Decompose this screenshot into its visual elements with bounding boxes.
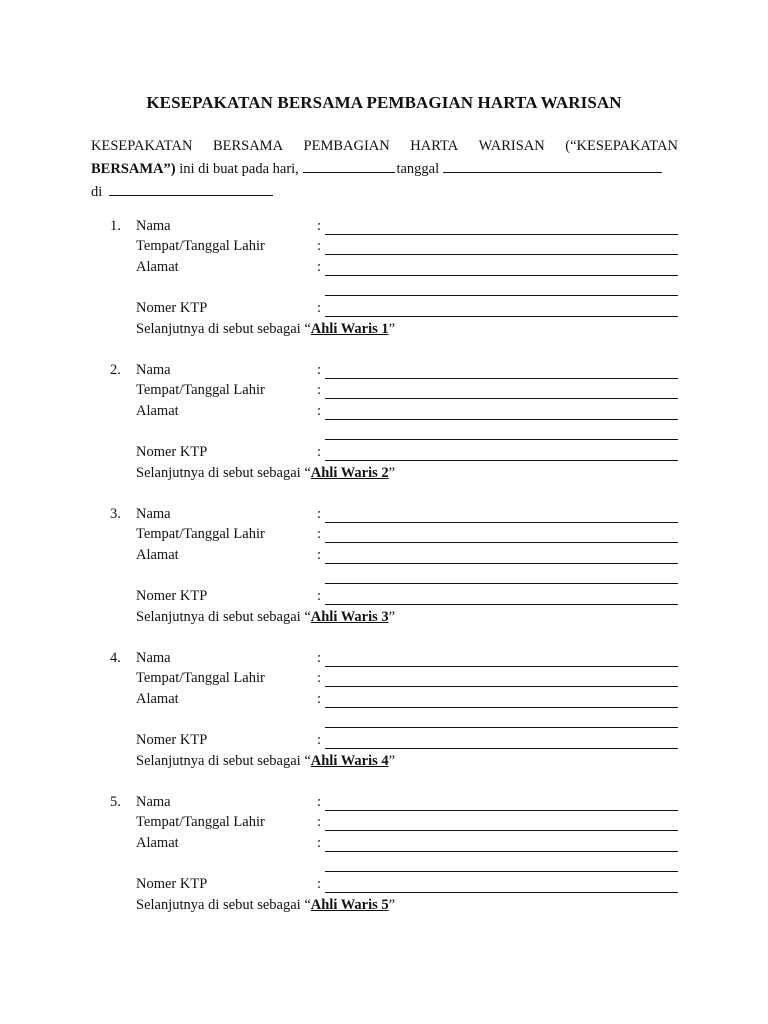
field-label: Nomer KTP [136,732,208,748]
selanjutnya-suffix: ” [388,897,396,913]
di-label: di [91,184,103,200]
field-label: Nama [136,650,171,666]
blank-line-field[interactable] [325,748,678,749]
selanjutnya-prefix: Selanjutnya di sebut sebagai “ [136,609,311,625]
field-colon: : [317,835,322,851]
entry-number: 1. [110,218,121,234]
field-label: Alamat [136,835,179,851]
selanjutnya-row [0,465,768,486]
field-row-alamat [0,835,768,856]
field-colon: : [317,506,322,522]
field-label: Nama [136,218,171,234]
field-label: Tempat/Tanggal Lahir [136,814,265,830]
intro-line-1 [91,136,678,157]
hari-blank-field[interactable] [303,157,395,173]
intro-word: KESEPAKATAN [91,138,193,154]
field-colon: : [317,814,322,830]
blank-line-field[interactable] [325,810,678,811]
field-colon: : [317,794,322,810]
field-label: Tempat/Tanggal Lahir [136,238,265,254]
field-colon: : [317,218,322,234]
field-row-ttl [0,382,768,403]
selanjutnya-suffix: ” [388,465,396,481]
selanjutnya-row [0,753,768,774]
blank-line-field[interactable] [325,295,678,296]
field-label: Alamat [136,403,179,419]
selanjutnya-suffix: ” [388,321,396,337]
selanjutnya-prefix: Selanjutnya di sebut sebagai “ [136,321,311,337]
selanjutnya-text [136,321,395,338]
intro-word: HARTA [410,138,459,154]
field-row-alamat-continued [0,711,768,732]
field-row-nama [0,506,768,527]
blank-line-field[interactable] [325,707,678,708]
field-row-ttl [0,238,768,259]
blank-line-field[interactable] [325,851,678,852]
selanjutnya-prefix: Selanjutnya di sebut sebagai “ [136,753,311,769]
field-colon: : [317,259,322,275]
field-label: Alamat [136,259,179,275]
field-colon: : [317,526,322,542]
field-colon: : [317,876,322,892]
field-row-alamat-continued [0,423,768,444]
field-colon: : [317,650,322,666]
field-label: Alamat [136,691,179,707]
field-row-alamat-continued [0,279,768,300]
field-row-nama [0,650,768,671]
field-label: Nama [136,794,171,810]
field-colon: : [317,691,322,707]
selanjutnya-prefix: Selanjutnya di sebut sebagai “ [136,897,311,913]
entry-number: 5. [110,794,121,810]
entry-number: 4. [110,650,121,666]
intro-word: PEMBAGIAN [303,138,390,154]
field-row-alamat-continued [0,567,768,588]
blank-line-field[interactable] [325,892,678,893]
field-row-alamat [0,691,768,712]
intro-bold-text: BERSAMA”) [91,161,176,177]
tanggal-blank-field[interactable] [443,157,662,173]
blank-line-field[interactable] [325,727,678,728]
field-row-ktp [0,732,768,753]
document-title: KESEPAKATAN BERSAMA PEMBAGIAN HARTA WARISAN [146,93,622,112]
field-label: Tempat/Tanggal Lahir [136,526,265,542]
field-colon: : [317,588,322,604]
field-row-alamat [0,259,768,280]
heir-designation: Ahli Waris 3 [310,609,389,625]
field-label: Tempat/Tanggal Lahir [136,382,265,398]
field-colon: : [317,382,322,398]
field-row-ttl [0,670,768,691]
selanjutnya-row [0,609,768,630]
blank-line-field[interactable] [325,686,678,687]
field-row-nama [0,218,768,239]
blank-line-field[interactable] [325,563,678,564]
blank-line-field[interactable] [325,583,678,584]
field-colon: : [317,547,322,563]
field-row-ttl [0,814,768,835]
blank-line-field[interactable] [325,275,678,276]
field-label: Nama [136,362,171,378]
intro-line-3 [91,180,678,203]
selanjutnya-suffix: ” [388,609,396,625]
selanjutnya-row [0,321,768,342]
field-label: Nomer KTP [136,876,208,892]
field-row-ktp [0,588,768,609]
selanjutnya-text [136,609,395,626]
entry-number: 3. [110,506,121,522]
selanjutnya-prefix: Selanjutnya di sebut sebagai “ [136,465,311,481]
intro-word: (“KESEPAKATAN [565,138,678,154]
field-colon: : [317,403,322,419]
field-label: Nama [136,506,171,522]
field-row-ttl [0,526,768,547]
heir-designation: Ahli Waris 2 [310,465,389,481]
field-row-ktp [0,876,768,897]
selanjutnya-text [136,465,395,482]
field-row-alamat-continued [0,855,768,876]
blank-line-field[interactable] [325,460,678,461]
field-label: Nomer KTP [136,300,208,316]
intro-line-2 [91,157,678,180]
blank-line-field[interactable] [325,542,678,543]
entry-number: 2. [110,362,121,378]
blank-line-field[interactable] [325,439,678,440]
field-colon: : [317,732,322,748]
blank-line-field[interactable] [325,234,678,235]
blank-line-field[interactable] [325,522,678,523]
field-row-ktp [0,444,768,465]
blank-line-field[interactable] [325,378,678,379]
blank-line-field[interactable] [325,398,678,399]
field-label: Alamat [136,547,179,563]
selanjutnya-text [136,753,395,770]
field-row-ktp [0,300,768,321]
blank-line-field[interactable] [325,316,678,317]
field-row-nama [0,794,768,815]
blank-line-field[interactable] [325,830,678,831]
blank-line-field[interactable] [325,666,678,667]
intro-text: ini di buat pada hari, [175,161,303,177]
di-blank-field[interactable] [109,180,273,196]
heir-designation: Ahli Waris 5 [310,897,389,913]
field-colon: : [317,362,322,378]
selanjutnya-text [136,897,395,914]
intro-paragraph [91,136,678,203]
intro-word: BERSAMA [212,138,284,154]
field-row-nama [0,362,768,383]
blank-line-field[interactable] [325,254,678,255]
intro-word: WARISAN [478,138,545,154]
field-label: Nomer KTP [136,444,208,460]
field-label: Tempat/Tanggal Lahir [136,670,265,686]
blank-line-field[interactable] [325,871,678,872]
heir-designation: Ahli Waris 4 [310,753,389,769]
selanjutnya-row [0,897,768,918]
field-colon: : [317,670,322,686]
field-colon: : [317,238,322,254]
field-row-alamat [0,403,768,424]
blank-line-field[interactable] [325,419,678,420]
tanggal-label: tanggal [396,161,440,177]
field-colon: : [317,300,322,316]
heir-designation: Ahli Waris 1 [310,321,389,337]
field-label: Nomer KTP [136,588,208,604]
selanjutnya-suffix: ” [388,753,396,769]
field-row-alamat [0,547,768,568]
blank-line-field[interactable] [325,604,678,605]
field-colon: : [317,444,322,460]
